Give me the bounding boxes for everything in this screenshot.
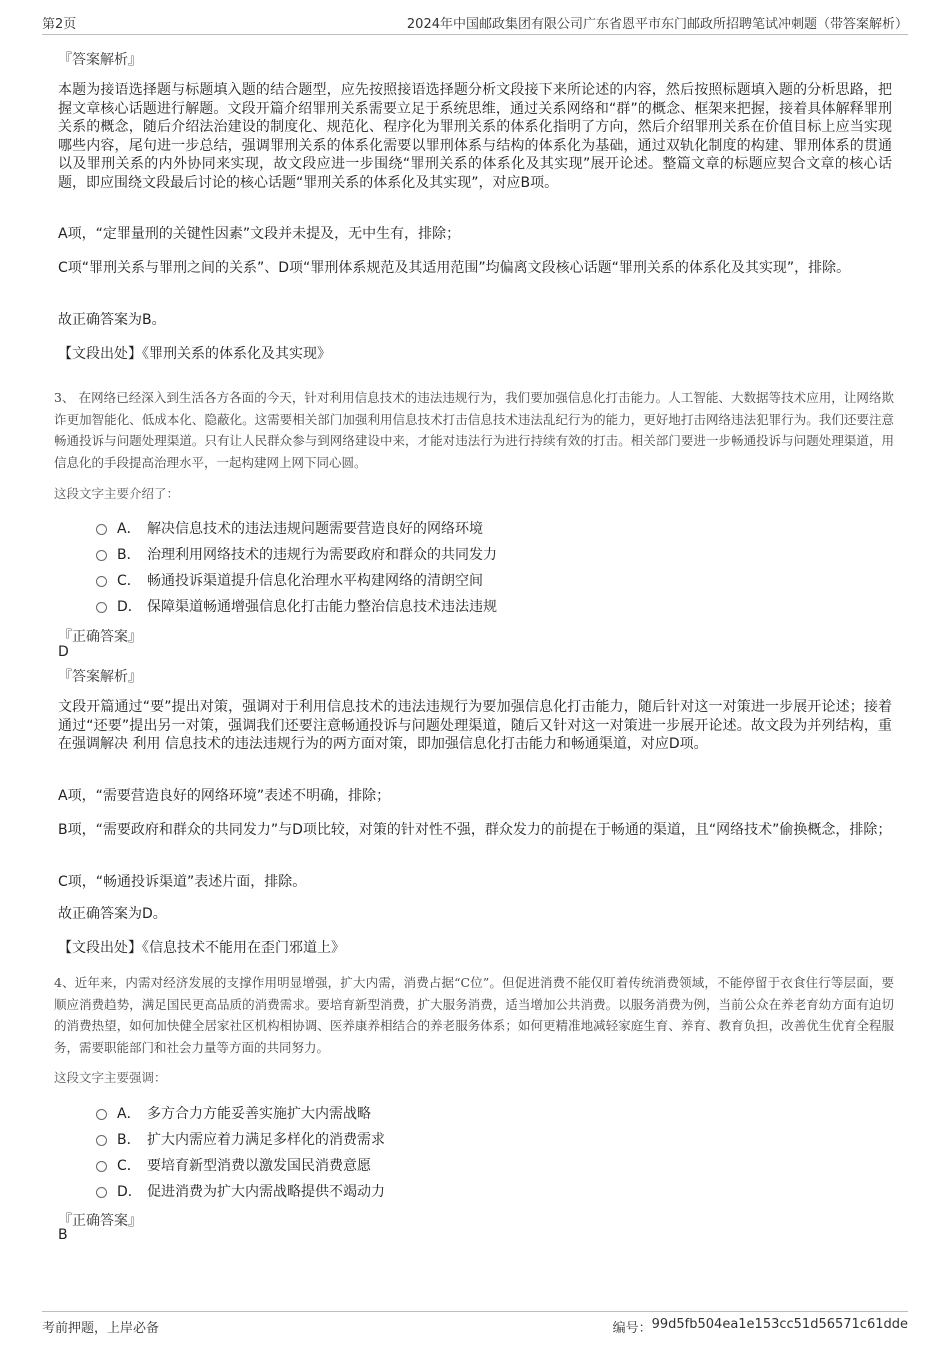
radio-icon[interactable] (96, 1161, 107, 1172)
page-footer (42, 1311, 908, 1336)
option-text: 促进消费为扩大内需战略提供不竭动力 (147, 1184, 385, 1200)
q2-source: 【文段出处】《罪刑关系的体系化及其实现》 (58, 346, 331, 362)
option-text: 保障渠道畅通增强信息化打击能力整治信息技术违法违规 (147, 599, 497, 615)
q3-conclusion: 故正确答案为D。 (58, 906, 167, 922)
q3-option-c[interactable] (96, 570, 483, 590)
q3-note-b: B项，“需要政府和群众的共同发力”与D项比较，对策的针对性不强，群众发力的前提在于畅通的渠道，且“网络技术”偷换概念，排除； (58, 822, 892, 838)
option-key: A． (117, 521, 141, 537)
q4-answer: B (58, 1227, 68, 1243)
q4-text: 4、近年来，内需对经济发展的支撑作用明显增强，扩大内需，消费占据“C位”。但促进消费不能仅盯着传统消费领域，不能停留于衣食住行等层面，要顺应消费趋势，满足国民更高品质的消费需求。要培育新型消费，扩大服务消费，适当增加公共消费。以服务消费为例，当前公众在养老育幼方面有迫切的消费热望，如何加快健全居家社区机构相协调、医养康养相结合的养老服务体系；如何更精准地减轻家庭生育、养育、教育负担，改善优生优育全程服务，需要职能部门和社会力量等方面的共同努力。 (54, 975, 894, 1055)
q3-analysis-text: 文段开篇通过“要”提出对策，强调对于利用信息技术的违法违规行为要加强信息化打击能力，随后针对这一对策进一步展开论述；接着通过“还要”提出另一对策，强调我们还要注意畅通投诉与问题处理渠道，随后又针对这一对策进一步展开论述。故文段为并列结构，重在强调解决 利用 信息技术的违法违规行为的两方面对策，即加强信息化打击能力和畅通渠道，对应D项。 (58, 699, 892, 753)
option-text: 解决信息技术的违法违规问题需要营造良好的网络环境 (147, 521, 483, 537)
q4-stem: 这段文字主要强调： (54, 1070, 167, 1085)
option-text: 多方合力方能妥善实施扩大内需战略 (147, 1106, 371, 1122)
q3-analysis-label: 『答案解析』 (58, 669, 142, 685)
q2-note-a: A项，“定罪量刑的关键性因素”文段并未提及，无中生有，排除； (58, 226, 461, 242)
radio-icon[interactable] (96, 1109, 107, 1120)
radio-icon[interactable] (96, 1187, 107, 1198)
q3-note-c: C项，“畅通投诉渠道”表述片面，排除。 (58, 874, 307, 890)
q4-option-c[interactable] (96, 1155, 371, 1175)
q4-option-d[interactable] (96, 1181, 385, 1201)
q3-answer: D (58, 644, 69, 660)
q3-text: 3、 在网络已经深入到生活各方各面的今天，针对利用信息技术的违法违规行为，我们要加强信息化打击能力。人工智能、大数据等技术应用，让网络欺诈更加智能化、低成本化、隐蔽化。这需要相关部门加强利用信息技术打击信息技术违法乱纪行为的能力，更好地打击网络违法犯罪行为。我们还要注意畅通投诉与问题处理渠道。只有让人民群众参与到网络建设中来，才能对违法行为进行持续有效的打击。相关部门要进一步畅通投诉与问题处理渠道，用信息化的手段提高治理水平，一起构建网上网下同心圆。 (54, 390, 894, 470)
code-label: 编号： (612, 1321, 652, 1336)
q2-analysis-text: 本题为接语选择题与标题填入题的结合题型，应先按照接语选择题分析文段接下来所论述的内容，然后按照标题填入题的分析思路，把握文章核心话题进行解题。文段开篇介绍罪刑关系需要立足于系统思维，通过关系网络和“群”的概念、框架来把握，接着具体解释罪刑关系的概念，随后介绍法治建设的制度化、规范化、程序化为罪刑关系的体系化指明了方向，然后介绍罪刑关系在价值目标上应当实现哪些内容，尾句进一步总结，强调罪刑关系的体系化需要以罪刑体系与结构的体系化为基础，通过双轨化制度的构建、罪刑体系的贯通以及罪刑关系的内外协同来实现，故文段应进一步围绕“罪刑关系的体系化及其实现”展开论述。整篇文章的标题应契合文章的核心话题，即应围绕文段最后讨论的核心话题“罪刑关系的体系化及其实现”，对应B项。 (58, 82, 892, 191)
option-text: 畅通投诉渠道提升信息化治理水平构建网络的清朗空间 (147, 573, 483, 589)
page-header (42, 10, 908, 35)
q2-conclusion: 故正确答案为B。 (58, 312, 166, 328)
page-number: 第2页 (42, 16, 77, 32)
footer-slogan: 考前押题，上岸必备 (42, 1321, 160, 1336)
radio-icon[interactable] (96, 1135, 107, 1146)
option-key: B． (117, 547, 141, 563)
option-key: D． (117, 599, 142, 615)
option-key: A． (117, 1106, 141, 1122)
code-value: 99d5fb504ea1e153cc51d56571c61dde (651, 1317, 908, 1332)
radio-icon[interactable] (96, 576, 107, 587)
option-key: C． (117, 573, 141, 589)
q3-option-a[interactable] (96, 518, 483, 538)
document-title: 2024年中国邮政集团有限公司广东省恩平市东门邮政所招聘笔试冲刺题（带答案解析） (406, 16, 908, 32)
q4-option-a[interactable] (96, 1103, 371, 1123)
document-code (613, 1317, 908, 1336)
q2-note-cd: C项“罪刑关系与罪刑之间的关系”、D项“罪刑体系规范及其适用范围”均偏离文段核心话题“罪刑关系的体系化及其实现”，排除。 (58, 260, 851, 276)
radio-icon[interactable] (96, 550, 107, 561)
q4-answer-label: 『正确答案』 (58, 1213, 142, 1229)
option-text: 扩大内需应着力满足多样化的消费需求 (147, 1132, 385, 1148)
radio-icon[interactable] (96, 524, 107, 535)
q2-analysis-label: 『答案解析』 (58, 52, 142, 68)
option-text: 治理利用网络技术的违规行为需要政府和群众的共同发力 (147, 547, 497, 563)
q3-option-b[interactable] (96, 544, 497, 564)
q3-answer-label: 『正确答案』 (58, 629, 142, 645)
q3-option-d[interactable] (96, 596, 497, 616)
option-key: B． (117, 1132, 141, 1148)
option-key: D． (117, 1184, 142, 1200)
q3-stem: 这段文字主要介绍了： (54, 486, 180, 501)
option-key: C． (117, 1158, 141, 1174)
q3-source: 【文段出处】《信息技术不能用在歪门邪道上》 (58, 940, 345, 956)
q3-note-a: A项，“需要营造良好的网络环境”表述不明确，排除； (58, 788, 391, 804)
radio-icon[interactable] (96, 602, 107, 613)
option-text: 要培育新型消费以激发国民消费意愿 (147, 1158, 371, 1174)
q4-option-b[interactable] (96, 1129, 385, 1149)
